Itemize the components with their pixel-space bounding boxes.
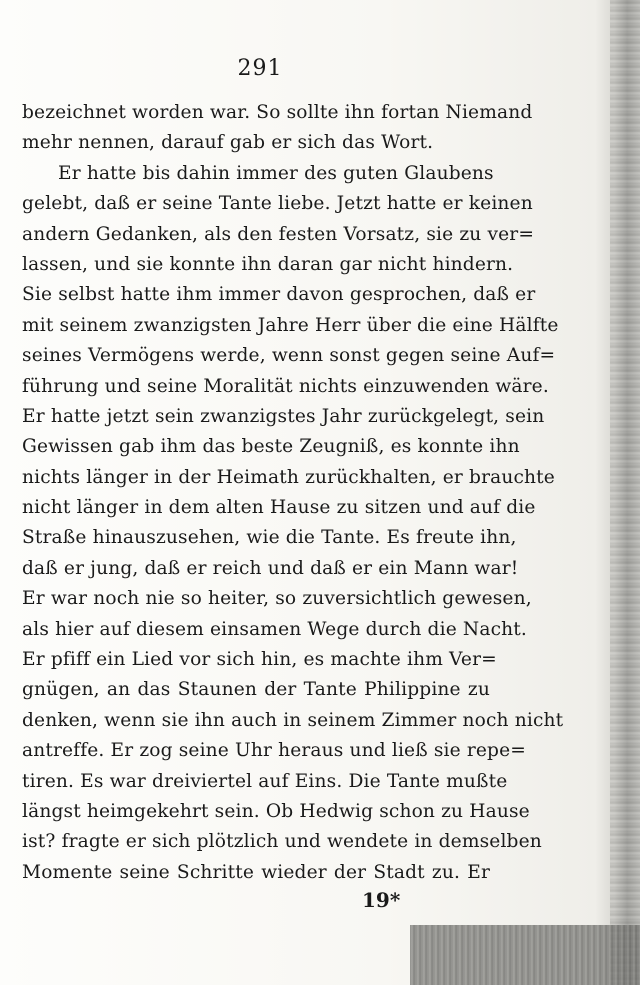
text-line: Er hatte jetzt sein zwanzigstes Jahr zurückgelegt, sein bbox=[22, 405, 545, 427]
text-line: andern Gedanken, als den festen Vorsatz, sie zu ver= bbox=[22, 223, 535, 245]
text-line: führung und seine Moralität nichts einzuwenden wäre. bbox=[22, 375, 549, 397]
text-line: Momente seine Schritte wieder der Stadt zu. Er bbox=[22, 861, 490, 883]
text-line: mit seinem zwanzigsten Jahre Herr über die eine Hälfte bbox=[22, 314, 559, 336]
text-line: nicht länger in dem alten Hause zu sitzen und auf die bbox=[22, 497, 536, 519]
text-line: Er hatte bis dahin immer des guten Glaubens bbox=[58, 162, 494, 184]
text-line: antreffe. Er zog seine Uhr heraus und ließ sie repe= bbox=[22, 740, 526, 762]
text-line: ist? fragte er sich plötzlich und wendete in demselben bbox=[22, 831, 542, 853]
text-line: gelebt, daß er seine Tante liebe. Jetzt hatte er keinen bbox=[22, 193, 533, 215]
scan-smudge bbox=[410, 925, 640, 985]
text-line: bezeichnet worden war. So sollte ihn fortan Niemand bbox=[22, 102, 533, 123]
page-number: 291 bbox=[237, 56, 283, 81]
text-line: mehr nennen, darauf gab er sich das Wort. bbox=[22, 132, 434, 154]
text-line: Straße hinauszusehen, wie die Tante. Es freute ihn, bbox=[22, 527, 517, 549]
text-line: Sie selbst hatte ihm immer davon gesprochen, daß er bbox=[22, 284, 536, 306]
text-line: Er war noch nie so heiter, so zuversichtlich gewesen, bbox=[22, 588, 532, 610]
text-line: seines Vermögens werde, wenn sonst gegen seine Auf= bbox=[22, 345, 556, 367]
text-line: Er pfiff ein Lied vor sich hin, es machte ihm Ver= bbox=[22, 649, 497, 671]
text-line: nichts länger in der Heimath zurückhalten, er brauchte bbox=[22, 466, 555, 488]
page-edge-shadow bbox=[610, 0, 640, 985]
text-line: Gewissen gab ihm das beste Zeugniß, es konnte ihn bbox=[22, 436, 520, 458]
text-line: denken, wenn sie ihn auch in seinem Zimmer noch nicht bbox=[22, 709, 564, 731]
signature-mark: 19* bbox=[362, 888, 401, 912]
text-line: gnügen, an das Staunen der Tante Philippine zu bbox=[22, 679, 490, 701]
text-line: als hier auf diesem einsamen Wege durch die Nacht. bbox=[22, 618, 527, 640]
text-line: daß er jung, daß er reich und daß er ein Mann war! bbox=[22, 557, 519, 579]
body-text bbox=[22, 98, 564, 888]
text-line: lassen, und sie konnte ihn daran gar nicht hindern. bbox=[22, 253, 514, 275]
text-line: tiren. Es war dreiviertel auf Eins. Die Tante mußte bbox=[22, 770, 508, 792]
text-line: längst heimgekehrt sein. Ob Hedwig schon zu Hause bbox=[22, 800, 530, 822]
